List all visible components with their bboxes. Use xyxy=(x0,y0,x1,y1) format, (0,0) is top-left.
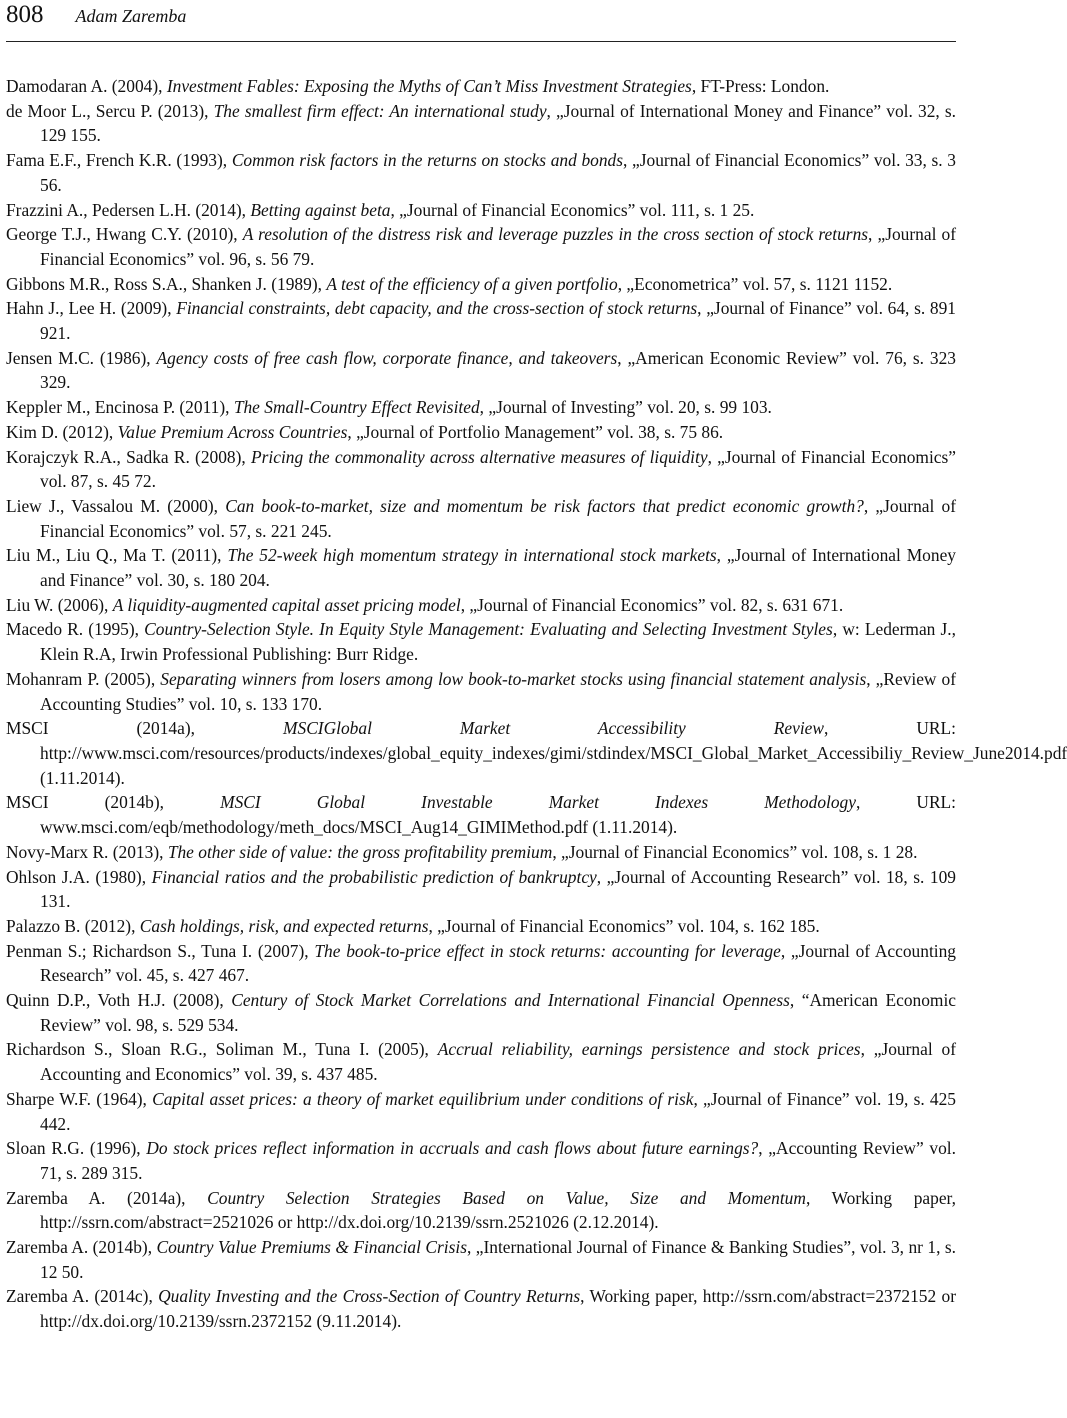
reference-list xyxy=(6,74,1067,1334)
reference-source: , „Journal of Financial Economics” vol. 111, s. 1 25. xyxy=(390,199,755,220)
reference-entry xyxy=(6,790,956,839)
reference-title: Pricing the commonality across alternative measures of liquidity xyxy=(251,446,708,467)
reference-authors-year: Keppler M., Encinosa P. (2011), xyxy=(6,397,234,418)
reference-authors-year: de Moor L., Sercu P. (2013), xyxy=(6,100,214,121)
reference-title: Capital asset prices: a theory of market equilibrium under conditions of risk xyxy=(152,1088,694,1109)
reference-source: , „Journal of Financial Economics” vol. 87, s. 45 72. xyxy=(40,446,956,492)
reference-authors-year: Kim D. (2012), xyxy=(6,421,118,442)
reference-title: Country Selection Strategies Based on Value, Size and Momentum xyxy=(207,1187,806,1208)
reference-authors-year: Liu M., Liu Q., Ma T. (2011), xyxy=(6,545,228,566)
reference-authors-year: George T.J., Hwang C.Y. (2010), xyxy=(6,224,243,245)
reference-source: , „Journal of Investing” vol. 20, s. 99 103. xyxy=(479,397,772,418)
reference-title: Can book-to-market, size and momentum be risk factors that predict economic growth? xyxy=(225,495,864,516)
reference-authors-year: Quinn D.P., Voth H.J. (2008), xyxy=(6,990,232,1011)
reference-title: The Small-Country Effect Revisited xyxy=(233,397,480,418)
reference-title: Country Value Premiums & Financial Crisis xyxy=(156,1237,467,1258)
reference-title: Value Premium Across Countries xyxy=(117,421,348,442)
reference-title: Separating winners from losers among low book-to-market stocks using financial statement analysis xyxy=(160,668,867,689)
reference-authors-year: Palazzo B. (2012), xyxy=(6,915,140,936)
reference-authors-year: MSCI (2014b), xyxy=(6,792,221,813)
reference-authors-year: Hahn J., Lee H. (2009), xyxy=(6,298,177,319)
reference-entry xyxy=(6,1037,956,1086)
reference-source: , Working paper, http://ssrn.com/abstract=2372152 or http://dx.doi.org/10.2139/ssrn.2372152 (9.11.2014). xyxy=(40,1286,956,1332)
reference-authors-year: Novy-Marx R. (2013), xyxy=(6,841,168,862)
reference-authors-year: Frazzini A., Pedersen L.H. (2014), xyxy=(6,199,251,220)
reference-entry xyxy=(6,716,1067,790)
reference-source: , „Journal of Accounting Research” vol. 45, s. 427 467. xyxy=(40,940,957,986)
reference-source: , „International Journal of Finance & Banking Studies”, vol. 3, nr 1, s. 12 50. xyxy=(40,1237,956,1282)
reference-entry xyxy=(6,99,956,148)
reference-title: MSCIGlobal Market Accessibility Review xyxy=(283,718,824,739)
reference-source: , „Journal of Financial Economics” vol. 57, s. 221 245. xyxy=(40,495,957,541)
reference-source: , „Journal of Finance” vol. 64, s. 891 921. xyxy=(40,298,956,344)
reference-entry xyxy=(6,272,956,297)
running-head-author: Adam Zaremba xyxy=(75,6,187,26)
reference-authors-year: Macedo R. (1995), xyxy=(6,619,145,640)
reference-authors-year: Sloan R.G. (1996), xyxy=(6,1138,147,1159)
reference-entry xyxy=(6,939,956,988)
reference-entry xyxy=(6,494,956,543)
reference-entry xyxy=(6,296,956,345)
page-number: 808 xyxy=(6,1,44,28)
reference-title: Century of Stock Market Correlations and International Financial Openness xyxy=(231,990,790,1011)
reference-title: Cash holdings, risk, and expected returns xyxy=(139,915,429,936)
reference-title: Common risk factors in the returns on stocks and bonds xyxy=(231,150,624,171)
reference-source: , „Journal of Finance” vol. 19, s. 425 442. xyxy=(40,1088,956,1134)
reference-authors-year: Liew J., Vassalou M. (2000), xyxy=(6,495,226,516)
reference-source: , FT-Press: London. xyxy=(691,76,830,96)
reference-authors-year: Damodaran A. (2004), xyxy=(6,76,167,96)
reference-entry xyxy=(6,346,956,395)
reference-title: A test of the efficiency of a given portfolio xyxy=(326,273,618,294)
reference-title: A resolution of the distress risk and leverage puzzles in the cross section of stock returns xyxy=(242,224,869,245)
reference-authors-year: Zaremba A. (2014a), xyxy=(6,1187,208,1208)
reference-source: , „Journal of Portfolio Management” vol. 38, s. 75 86. xyxy=(347,421,724,442)
reference-source: , w: Lederman J., Klein R.A, Irwin Professional Publishing: Burr Ridge. xyxy=(40,619,957,665)
reference-entry xyxy=(6,1136,956,1185)
reference-title: Agency costs of free cash flow, corporate finance, and takeovers xyxy=(156,347,618,368)
reference-title: The other side of value: the gross profitability premium xyxy=(167,841,553,862)
reference-entry xyxy=(6,865,956,914)
reference-entry xyxy=(6,988,956,1037)
running-header xyxy=(6,0,956,42)
reference-title: Investment Fables: Exposing the Myths of Can’t Miss Investment Strategies xyxy=(166,76,692,96)
reference-source: , „American Economic Review” vol. 76, s. 323 329. xyxy=(40,347,956,393)
reference-entry xyxy=(6,1087,956,1136)
reference-authors-year: Korajczyk R.A., Sadka R. (2008), xyxy=(6,446,251,467)
reference-title: The 52-week high momentum strategy in international stock markets xyxy=(227,545,717,566)
reference-authors-year: MSCI (2014a), xyxy=(6,718,284,739)
reference-authors-year: Sharpe W.F. (1964), xyxy=(6,1088,153,1109)
reference-authors-year: Ohlson J.A. (1980), xyxy=(6,866,152,887)
reference-entry xyxy=(6,840,956,865)
reference-title: A liquidity-augmented capital asset pricing model xyxy=(112,594,461,615)
reference-entry xyxy=(6,1235,956,1284)
reference-source: , „Econometrica” vol. 57, s. 1121 1152. xyxy=(617,273,893,294)
reference-entry xyxy=(6,395,956,420)
reference-authors-year: Liu W. (2006), xyxy=(6,594,113,615)
reference-title: Financial ratios and the probabilistic prediction of bankruptcy xyxy=(151,866,597,887)
reference-entry xyxy=(6,667,956,716)
reference-source: , „Journal of International Money and Finance” vol. 30, s. 180 204. xyxy=(40,545,956,591)
reference-source: , URL: http://www.msci.com/resources/products/indexes/global_equity_indexes/gimi/stdindex/MSCI_Global_Market_Accessibiliy_Review_June2014.pdf (1.11.2014). xyxy=(40,718,1067,788)
reference-title: The book-to-price effect in stock returns: accounting for leverage xyxy=(314,940,781,961)
reference-title: Financial constraints, debt capacity, and the cross-section of stock returns xyxy=(176,298,698,319)
reference-entry xyxy=(6,914,956,939)
reference-entry xyxy=(6,593,956,618)
reference-authors-year: Gibbons M.R., Ross S.A., Shanken J. (1989), xyxy=(6,273,327,294)
reference-source: , „Journal of Financial Economics” vol. 82, s. 631 671. xyxy=(460,594,844,615)
reference-authors-year: Penman S.; Richardson S., Tuna I. (2007), xyxy=(6,940,315,961)
reference-title: Betting against beta xyxy=(250,199,391,220)
reference-source: , Working paper, http://ssrn.com/abstract=2521026 or http://dx.doi.org/10.2139/ssrn.2521026 (2.12.2014). xyxy=(40,1187,956,1233)
reference-authors-year: Jensen M.C. (1986), xyxy=(6,347,157,368)
reference-entry xyxy=(6,1186,956,1235)
reference-source: , “American Economic Review” vol. 98, s. 529 534. xyxy=(40,990,956,1035)
reference-source: , „Journal of International Money and Finance” vol. 32, s. 129 155. xyxy=(40,100,956,146)
reference-source: , „Journal of Financial Economics” vol. 104, s. 162 185. xyxy=(428,915,820,936)
reference-source: , „Journal of Financial Economics” vol. 108, s. 1 28. xyxy=(552,841,918,862)
reference-entry xyxy=(6,74,956,99)
reference-authors-year: Zaremba A. (2014c), xyxy=(6,1286,159,1307)
reference-source: , „Journal of Accounting and Economics” vol. 39, s. 437 485. xyxy=(40,1039,956,1085)
reference-title: Do stock prices reflect information in accruals and cash flows about future earnings? xyxy=(146,1138,759,1159)
reference-authors-year: Richardson S., Sloan R.G., Soliman M., Tuna I. (2005), xyxy=(6,1039,438,1060)
reference-title: Quality Investing and the Cross-Section of Country Returns xyxy=(158,1286,581,1307)
reference-source: , „Journal of Accounting Research” vol. 18, s. 109 131. xyxy=(40,866,956,912)
reference-source: , URL: www.msci.com/eqb/methodology/meth_docs/MSCI_Aug14_GIMIMethod.pdf (1.11.2014). xyxy=(40,792,956,838)
reference-entry xyxy=(6,420,956,445)
reference-entry xyxy=(6,222,956,271)
reference-entry xyxy=(6,617,956,666)
reference-source: , „Accounting Review” vol. 71, s. 289 315. xyxy=(40,1138,956,1183)
reference-title: MSCI Global Investable Market Indexes Methodology xyxy=(220,792,856,813)
reference-entry xyxy=(6,198,956,223)
reference-source: , „Journal of Financial Economics” vol. 96, s. 56 79. xyxy=(40,224,956,269)
reference-title: Accrual reliability, earnings persistence and stock prices xyxy=(437,1039,861,1060)
reference-authors-year: Zaremba A. (2014b), xyxy=(6,1237,157,1258)
reference-entry xyxy=(6,543,956,592)
reference-entry xyxy=(6,148,956,197)
reference-entry xyxy=(6,1284,956,1333)
reference-title: Country-Selection Style. In Equity Style Management: Evaluating and Selecting Investment Styles xyxy=(144,619,833,640)
reference-source: , „Journal of Financial Economics” vol. 33, s. 3 56. xyxy=(40,150,956,195)
reference-authors-year: Mohanram P. (2005), xyxy=(6,668,161,689)
reference-authors-year: Fama E.F., French K.R. (1993), xyxy=(6,150,232,171)
reference-source: , „Review of Accounting Studies” vol. 10, s. 133 170. xyxy=(40,668,956,714)
reference-title: The smallest firm effect: An international study xyxy=(213,100,547,121)
reference-entry xyxy=(6,445,956,494)
